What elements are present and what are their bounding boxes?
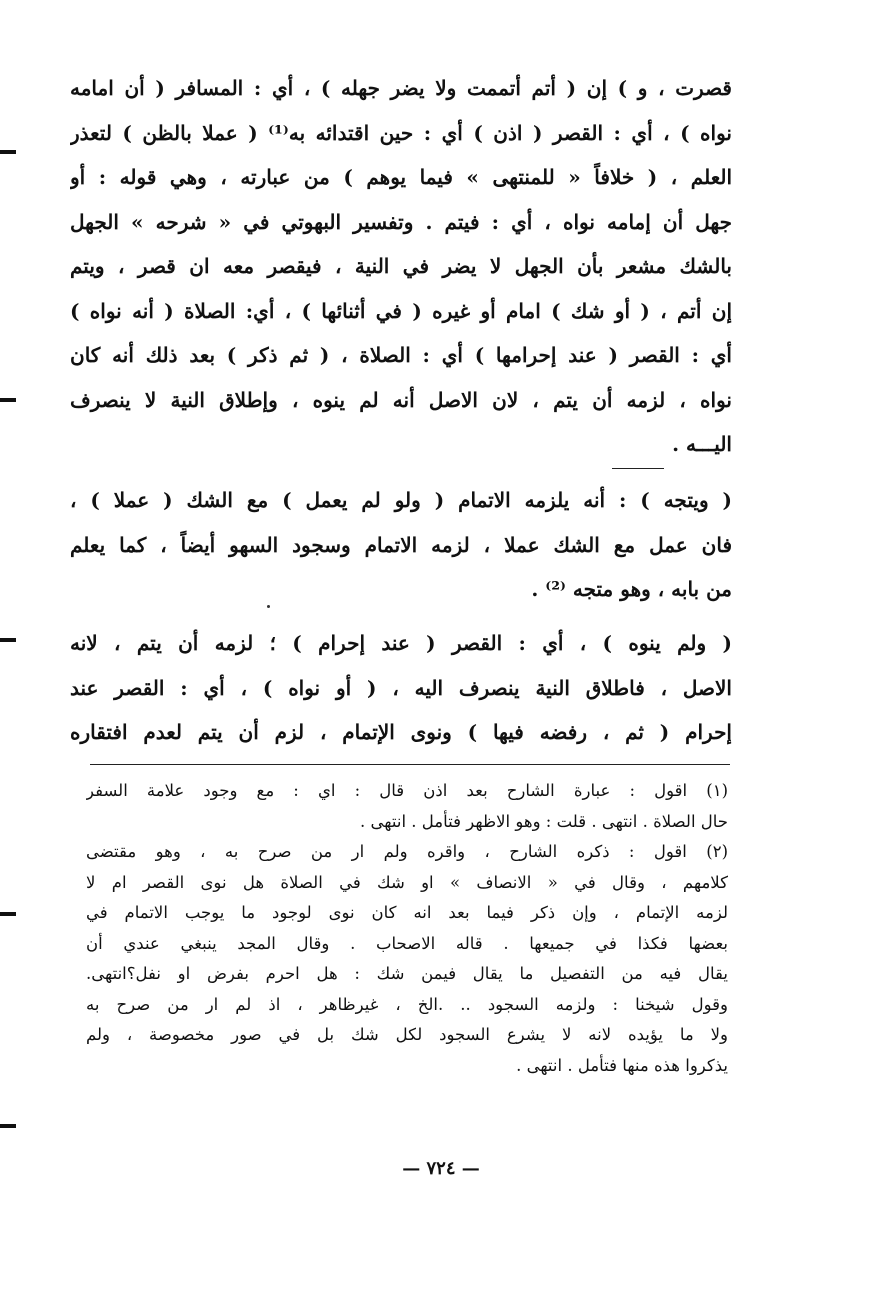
footnote-line: بعضها فكذا في جميعها . قاله الاصحاب . وقال المجد ينبغي عندي أن	[86, 933, 728, 953]
section-divider	[612, 468, 664, 469]
text-line: العلم ، ( خلافاً « للمنتهى » فيما يوهم ) من عبارته ، وهي قوله : أو	[70, 165, 732, 189]
text-line: نواه ) ، أي : القصر ( اذن ) أي : حين اقتدائه به⁽¹⁾ ( عملا بالظن ) لتعذر	[70, 120, 732, 145]
scan-edge-mark	[0, 912, 16, 916]
scan-speck	[267, 605, 270, 608]
text-line: بالشك مشعر بأن الجهل لا يضر في النية ، فيقصر معه ان قصر ، ويتم	[70, 254, 732, 278]
text-line: ( ولم ينوه ) ، أي : القصر ( عند إحرام ) ؛ لزمه أن يتم ، لانه	[70, 631, 732, 655]
scan-edge-mark	[0, 150, 16, 154]
footnote-line: لزمه الإتمام ، وإن ذكر فيما بعد انه كان نوى لوجود ما يوجب الاتمام في	[86, 903, 728, 922]
footnote-line: كلامهم ، وقال في « الانصاف » او شك في الصلاة هل نوى القصر ام لا	[86, 872, 728, 892]
main-paragraph-3	[70, 621, 732, 755]
scan-edge-mark	[0, 398, 16, 402]
text-line: نواه ، لزمه أن يتم ، لان الاصل أنه لم ينوه ، وإطلاق النية لا ينصرف	[70, 387, 732, 412]
footnote-line: (١) اقول : عبارة الشارح بعد اذن قال : اي : مع وجود علامة السفر	[86, 781, 728, 800]
text-line: إن أتم ، ( أو شك ) امام أو غيره ( في أثنائها ) ، أي: الصلاة ( أنه نواه )	[70, 298, 732, 323]
main-paragraph-1	[70, 66, 732, 467]
text-line: ( ويتجه ) : أنه يلزمه الاتمام ( ولو لم يعمل ) مع الشك ( عملا ) ،	[70, 488, 732, 512]
footnote-line: وقول شيخنا : ولزمه السجود .. .الخ ، غيرظاهر ، اذ لم ار من صرح به	[86, 994, 728, 1014]
text-line: إحرام ( ثم ، رفضه فيها ) ونوى الإتمام ، لزم أن يتم لعدم افتقاره	[70, 720, 732, 744]
text-line: من بابه ، وهو متجه ⁽²⁾ .	[531, 577, 732, 601]
text-line: الاصل ، فاطلاق النية ينصرف اليه ، ( أو نواه ) ، أي : القصر عند	[70, 675, 732, 700]
footnote-line: ولا ما يؤيده لانه لا يشرع السجود لكل شك بل في صور مخصوصة ، ولم	[86, 1025, 728, 1044]
scan-edge-mark	[0, 1124, 16, 1128]
text-line: فان عمل مع الشك عملا ، لزمه الاتمام وسجود السهو أيضاً ، كما يعلم	[70, 532, 732, 557]
text-line: جهل أن إمامه نواه ، أي : فيتم . وتفسير البهوتي في « شرحه » الجهل	[70, 209, 732, 234]
page-number: — ٧٢٤ —	[402, 1158, 480, 1179]
text-line: اليـــه .	[672, 432, 732, 456]
main-paragraph-2	[70, 478, 732, 612]
text-line: قصرت ، و ) إن ( أتم أتممت ولا يضر جهله ) ، أي : المسافر ( أن امامه	[70, 76, 732, 100]
footnote-line: حال الصلاة . انتهى . قلت : وهو الاظهر فتأمل . انتهى .	[360, 811, 728, 831]
footnotes	[86, 776, 728, 1081]
footnote-line: (٢) اقول : ذكره الشارح ، واقره ولم ار من صرح به ، وهو مقتضى	[86, 842, 728, 861]
text-line: أي : القصر ( عند إحرامها ) أي : الصلاة ، ( ثم ذكر ) بعد ذلك أنه كان	[70, 343, 732, 367]
footnote-separator	[90, 764, 730, 765]
scan-edge-mark	[0, 638, 16, 642]
footnote-line: يذكروا هذه منها فتأمل . انتهى .	[516, 1055, 728, 1075]
footnote-line: يقال فيه من التفصيل ما يقال فيمن شك : هل احرم بفرض او نفل؟انتهى.	[86, 964, 728, 983]
